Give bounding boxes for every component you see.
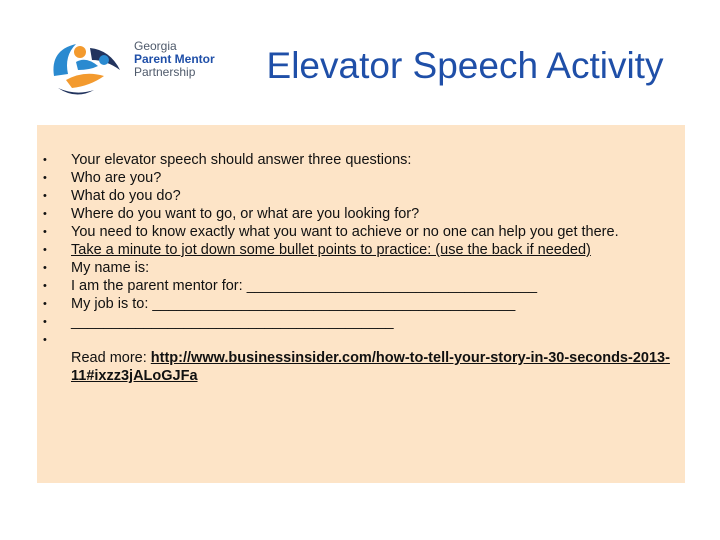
bullet-icon: • — [43, 226, 47, 238]
list-item — [37, 151, 681, 169]
read-more-link[interactable]: http://www.businessinsider.com/how-to-tell-your-story-in-30-seconds-2013-11#ixzz3jALoGJFa — [71, 350, 670, 384]
logo-line-2: Parent Mentor — [134, 52, 215, 66]
bullet-icon: • — [43, 244, 47, 256]
bullet-icon: • — [43, 154, 47, 166]
list-item — [37, 259, 681, 277]
item-text: My job is to: _____________________________________________ — [71, 296, 516, 312]
item-text: My name is: — [71, 260, 150, 276]
item-text: What do you do? — [71, 188, 181, 204]
bullet-icon: • — [43, 262, 47, 274]
page-title: Elevator Speech Activity — [266, 45, 664, 86]
list-item — [37, 313, 681, 331]
list-item — [37, 169, 681, 187]
item-text: ________________________________________ — [71, 314, 394, 330]
bullet-icon: • — [43, 334, 47, 346]
list-item — [37, 187, 681, 205]
bullet-icon: • — [43, 298, 47, 310]
logo-figures-icon — [46, 30, 132, 102]
list-item — [37, 277, 681, 295]
read-more-label: Read more: — [71, 350, 151, 366]
list-item — [37, 331, 681, 349]
item-text: Take a minute to jot down some bullet points to practice: (use the back if needed) — [71, 242, 591, 258]
logo-line-1: Georgia — [134, 39, 177, 53]
bullet-list — [37, 151, 685, 385]
bullet-icon: • — [43, 190, 47, 202]
item-text: Who are you? — [71, 170, 162, 186]
list-item — [37, 295, 681, 313]
bullet-icon: • — [43, 280, 47, 292]
item-text: Where do you want to go, or what are you looking for? — [71, 206, 420, 222]
item-text: Your elevator speech should answer three questions: — [71, 152, 412, 168]
bullet-icon: • — [43, 172, 47, 184]
list-item — [37, 241, 681, 259]
gpmp-logo — [46, 30, 236, 102]
content-panel — [37, 125, 685, 483]
bullet-icon: • — [43, 208, 47, 220]
list-item — [37, 205, 681, 223]
item-text: I am the parent mentor for: ____________________________________ — [71, 278, 538, 294]
logo-wordmark — [134, 40, 215, 79]
logo-line-3: Partnership — [134, 65, 196, 79]
list-item — [37, 223, 681, 241]
item-text: You need to know exactly what you want to achieve or no one can help you get there. — [71, 224, 619, 240]
bullet-icon: • — [43, 316, 47, 328]
read-more-item — [37, 349, 681, 385]
